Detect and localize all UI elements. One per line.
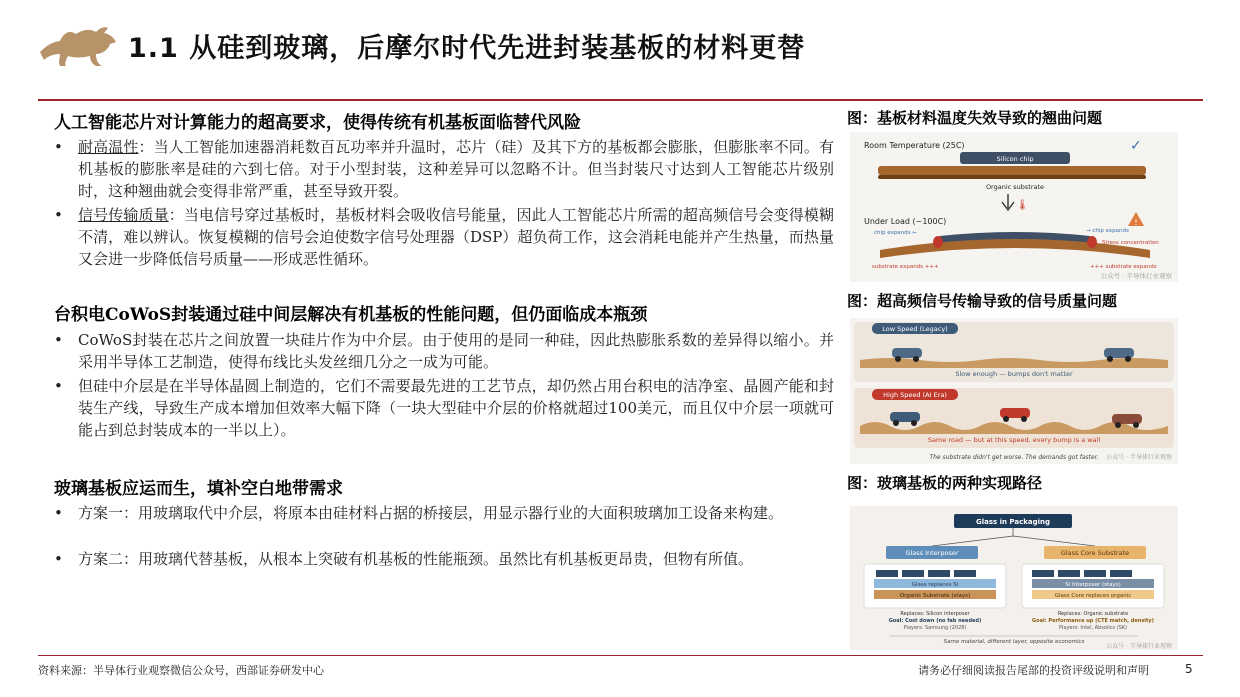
bullet-cowos-cost [54,375,834,441]
bullet-dot: • [54,550,63,568]
silicon-chip-label: Silicon chip [996,155,1034,163]
glass-replaces-si-label: Glass replaces Si [911,582,959,588]
section-heading-glass: 玻璃基板应运而生，填补空白地带需求 [54,479,343,499]
footer-disclaimer: 请务必仔细阅读报告尾部的投资评级说明和声明 [918,664,1149,677]
bullet-text: 方案一：用玻璃取代中介层，将原本由硅材料占据的桥接层，用显示器行业的大面积玻璃加工设备来构建。 [78,504,784,522]
footer-source: 资料来源：半导体行业观察微信公众号，西部证券研发中心 [38,664,324,677]
substrate-expands-left-label: substrate expands +++ [872,264,939,270]
footer-divider [38,655,1203,656]
figure-caption-glass-paths: 图：玻璃基板的两种实现路径 [847,474,1043,492]
thermometer-icon: 🌡 [1016,200,1029,211]
svg-text:!: ! [1134,218,1138,227]
bullet-heat-resistance [54,136,834,202]
glass-core-title: Glass Core Substrate [1060,549,1130,557]
low-speed-label: Low Speed (Legacy) [882,325,948,333]
bullet-text: 方案二：用玻璃代替基板，从根本上突破有机基板的性能瓶颈。虽然比有机基板更昂贵，但物有所值。 [78,550,754,568]
page-number: 5 [1185,662,1193,676]
figure-signal [850,318,1178,464]
substrate-expands-right-label: +++ substrate expands [1090,264,1157,270]
glass-in-packaging-label: Glass in Packaging [975,518,1051,526]
chip-expands-left-label: chip expands ← [874,230,917,236]
bullet-text: 但硅中介层是在半导体晶圆上制造的，它们不需要最先进的工艺节点，却仍然占用台积电的洁净室、晶圆产能和封装生产线，导致生产成本增加但效率大幅下降（一块大型硅中介层的价格就超过100美元，而且仅中介层一项就可能占到总封装成本的一半以上）。 [78,377,834,439]
bullet-cowos-interposer [54,329,834,373]
under-load-label: Under Load (~100C) [864,217,947,226]
high-speed-caption: Same road — but at this speed, every bump is a wall [927,436,1101,444]
left-replaces-line: Replaces: Silicon interposer [900,611,970,617]
glass-core-replaces-label: Glass Core replaces organic [1054,593,1132,599]
bullet-plan-one [54,502,834,524]
section-heading-cowos: 台积电CoWoS封装通过硅中间层解决有机基板的性能问题，但仍面临成本瓶颈 [54,305,648,325]
signal-footnote: The substrate didn't get worse. The demands got faster. [929,454,1099,461]
bullet-lead: 耐高温性 [78,138,139,156]
organic-substrate-label: Organic substrate [985,183,1045,191]
left-players-line: Players: Samsung (2028) [903,625,967,631]
left-goal-line: Goal: Cost down (no fab needed) [888,618,982,624]
page-title: 1.1 从硅到玻璃，后摩尔时代先进封装基板的材料更替 [128,33,806,64]
figure-watermark: 公众号 · 半导体行业观察 [1106,454,1172,461]
figure-watermark: 公众号 · 半导体行业观察 [1106,643,1172,650]
si-interposer-stays-label: Si Interposer (stays) [1065,582,1121,588]
title-divider [38,99,1203,101]
right-players-line: Players: Intel, Absolics (SK) [1058,625,1128,631]
bullet-dot: • [54,377,63,395]
check-icon: ✓ [1130,138,1142,154]
stress-concentration-label: Stress concentration [1102,240,1159,246]
organic-substrate-stays-label: Organic Substrate (stays) [899,593,971,599]
bullet-text: ：当人工智能加速器消耗数百瓦功率并升温时，芯片（硅）及其下方的基板都会膨胀，但膨胀率不同。有机基板的膨胀率是硅的六到七倍。对于小型封装，这种差异可以忽略不计。但当封装尺寸达到人工智能芯片级别时，这种翘曲就会变得非常严重，甚至导致开裂。 [78,138,834,200]
room-temperature-label: Room Temperature (25C) [864,141,965,150]
right-goal-line: Goal: Performance up (CTE match, density) [1032,618,1154,624]
glass-interposer-title: Glass Interposer [905,549,959,557]
bullet-dot: • [54,504,63,522]
bullet-text: ：当电信号穿过基板时，基板材料会吸收信号能量，因此人工智能芯片所需的超高频信号会变得模糊不清，难以辨认。恢复模糊的信号会迫使数字信号处理器（DSP）超负荷工作，这会消耗电能并产生热量，而热量又会进一步降低信号质量——形成恶性循环。 [78,206,834,268]
bullet-dot: • [54,331,63,349]
chip-expands-right-label: → chip expands [1086,228,1129,234]
figure-watermark: 公众号 · 半导体行业观察 [1100,272,1172,280]
high-speed-label: High Speed (AI Era) [883,391,947,399]
figure-warpage [850,132,1178,282]
right-replaces-line: Replaces: Organic substrate [1057,611,1129,617]
bull-logo-icon [38,24,120,70]
figure-glass-paths [850,506,1178,650]
bullet-lead: 信号传输质量 [78,206,169,224]
figure-caption-warpage: 图：基板材料温度失效导致的翘曲问题 [847,109,1103,127]
bullet-text: CoWoS封装在芯片之间放置一块硅片作为中介层。由于使用的是同一种硅，因此热膨胀系数的差异得以缩小。并采用半导体工艺制造，使得布线比头发丝细几分之一成为可能。 [78,331,834,371]
bullet-signal-quality [54,204,834,270]
bullet-dot: • [54,206,63,224]
figure-caption-signal: 图：超高频信号传输导致的信号质量问题 [847,292,1118,310]
section-heading-ai-demand: 人工智能芯片对计算能力的超高要求，使得传统有机基板面临替代风险 [54,113,581,133]
bullet-dot: • [54,138,63,156]
low-speed-caption: Slow enough — bumps don't matter [955,370,1073,378]
bullet-plan-two [54,548,834,570]
glass-bottom-note: Same material, different layer, opposite economics [943,639,1085,645]
